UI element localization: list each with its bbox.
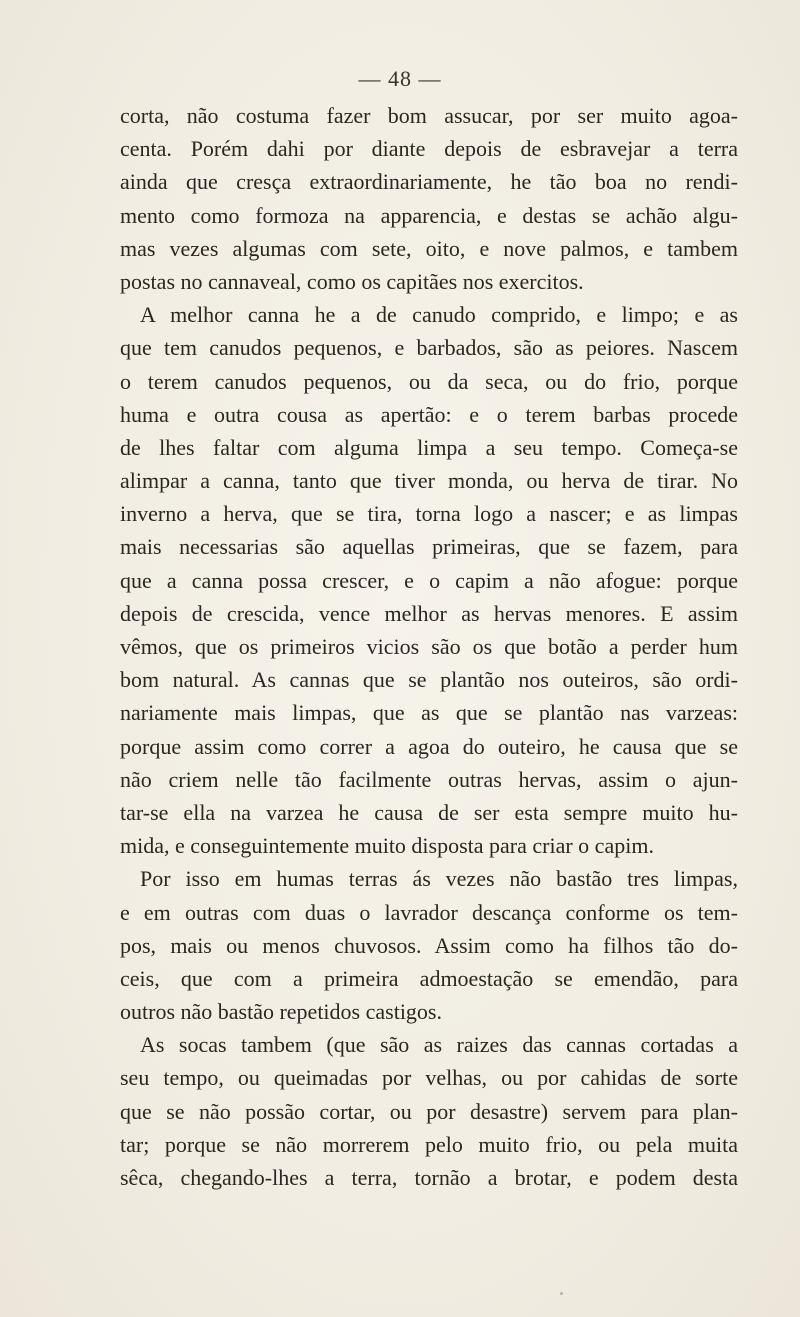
text-line: tar-se ella na varzea he causa de ser esta sempre muito hu- [120, 799, 738, 825]
text-line: Por isso em humas terras ás vezes não bastão tres limpas, [140, 866, 738, 892]
text-line: e em outras com duas o lavrador descança conforme os tem- [120, 899, 738, 925]
text-line: outros não bastão repetidos castigos. [120, 999, 442, 1025]
text-line: As socas tambem (que são as raizes das cannas cortadas a [140, 1032, 738, 1058]
text-line: mento como formoza na apparencia, e destas se achão algu- [120, 202, 738, 228]
text-line: mida, e conseguintemente muito disposta para criar o capim. [120, 833, 654, 859]
text-line: corta, não costuma fazer bom assucar, por ser muito agoa- [120, 103, 738, 128]
text-line: mais necessarias são aquellas primeiras, que se fazem, para [120, 534, 738, 560]
text-line: seu tempo, ou queimadas por velhas, ou por cahidas de sorte [120, 1065, 738, 1091]
page-number: — 48 — [358, 66, 442, 91]
text-line: ceis, que com a primeira admoestação se emendão, para [120, 965, 738, 991]
text-line: centa. Porém dahi por diante depois de esbravejar a terra [120, 136, 738, 162]
text-line: bom natural. As cannas que se plantão nos outeiros, são ordi- [120, 667, 738, 693]
text-line: postas no cannaveal, como os capitães nos exercitos. [120, 268, 584, 294]
text-line: que a canna possa crescer, e o capim a não afogue: porque [120, 567, 738, 593]
text-line: pos, mais ou menos chuvosos. Assim como ha filhos tão do- [120, 932, 738, 958]
text-line: não criem nelle tão facilmente outras hervas, assim o ajun- [120, 766, 738, 792]
text-line: huma e outra cousa as apertão: e o terem barbas procede [120, 401, 738, 427]
body-text [120, 99, 738, 1194]
text-line: A melhor canna he a de canudo comprido, e limpo; e as [140, 302, 738, 328]
text-line: alimpar a canna, tanto que tiver monda, ou herva de tirar. No [120, 468, 738, 494]
text-line: de lhes faltar com alguma limpa a seu tempo. Começa-se [120, 434, 738, 460]
text-line: nariamente mais limpas, que as que se plantão nas varzeas: [120, 700, 738, 726]
text-line: vêmos, que os primeiros vicios são os que botão a perder hum [120, 634, 738, 659]
text-line: porque assim como correr a agoa do outeiro, he causa que se [120, 733, 738, 759]
text-line: o terem canudos pequenos, ou da seca, ou do frio, porque [120, 368, 738, 394]
text-line: ainda que cresça extraordinariamente, he tão boa no rendi- [120, 169, 738, 195]
paper-speck [560, 1292, 563, 1295]
text-line: que tem canudos pequenos, e barbados, são as peiores. Nascem [120, 335, 738, 361]
text-line: inverno a herva, que se tira, torna logo a nascer; e as limpas [120, 501, 738, 527]
text-line: depois de crescida, vence melhor as hervas menores. E assim [120, 600, 738, 626]
text-line: sêca, chegando-lhes a terra, tornão a brotar, e podem desta [120, 1165, 738, 1190]
text-line: que se não possão cortar, ou por desastre) servem para plan- [120, 1098, 738, 1124]
text-line: tar; porque se não morrerem pelo muito frio, ou pela muita [120, 1131, 738, 1157]
text-line: mas vezes algumas com sete, oito, e nove palmos, e tambem [120, 235, 738, 261]
